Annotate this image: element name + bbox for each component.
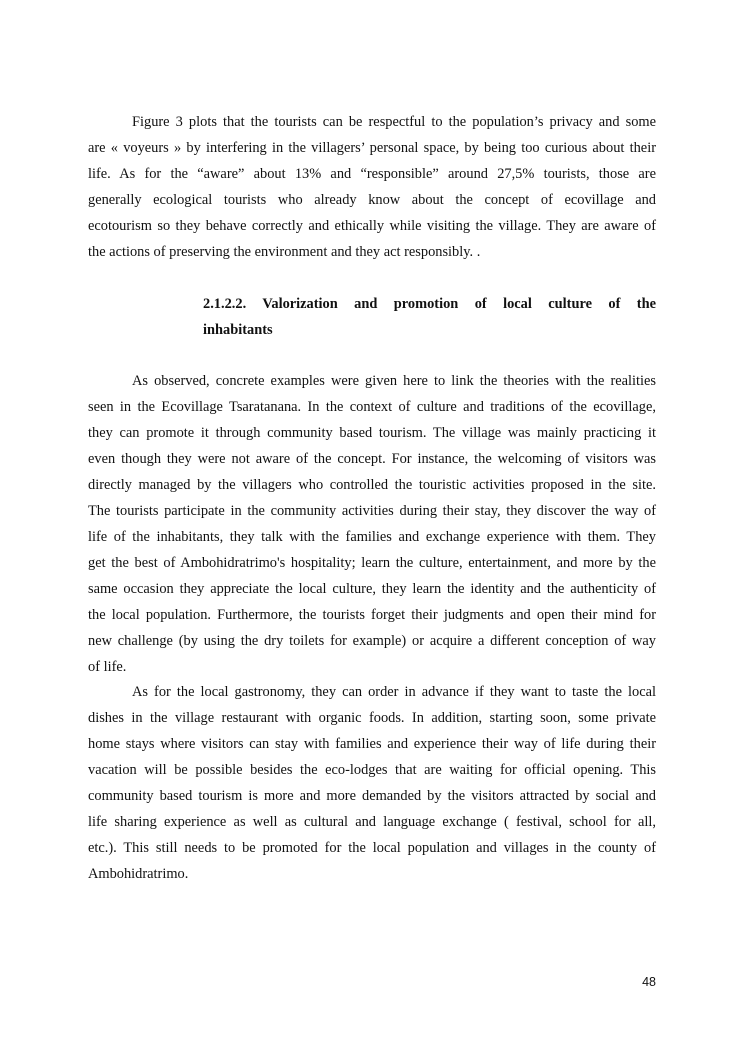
text-line: are « voyeurs » by interfering in the villagers’ personal space, by being too curious about their [88, 140, 656, 156]
text-line: of life. [88, 659, 127, 675]
text-line: home stays where visitors can stay with families and experience their way of life during their [88, 736, 656, 752]
text-line: life. As for the “aware” about 13% and “responsible” around 27,5% tourists, those are [88, 166, 656, 182]
text-line: Figure 3 plots that the tourists can be respectful to the population’s privacy and some [132, 114, 656, 130]
text-line: generally ecological tourists who already know about the concept of ecovillage and [88, 192, 656, 208]
text-line: they can promote it through community based tourism. The village was mainly practicing it [88, 425, 656, 441]
text-line: ecotourism so they behave correctly and ethically while visiting the village. They are aware of [88, 218, 656, 234]
text-line: get the best of Ambohidratrimo's hospitality; learn the culture, entertainment, and more by the [88, 555, 656, 571]
text-line: community based tourism is more and more demanded by the visitors attracted by social and [88, 788, 656, 804]
text-line: As observed, concrete examples were given here to link the theories with the realities [132, 373, 656, 389]
text-line: etc.). This still needs to be promoted for the local population and villages in the county of [88, 840, 656, 856]
heading-line: inhabitants [203, 322, 273, 338]
text-line: life of the inhabitants, they talk with the families and exchange experience with them. They [88, 529, 656, 545]
paragraph-figure-3 [88, 109, 656, 265]
text-line: dishes in the village restaurant with organic foods. In addition, starting soon, some private [88, 710, 656, 726]
text-line: same occasion they appreciate the local culture, they learn the identity and the authenticity of [88, 581, 656, 597]
text-line: the actions of preserving the environment and they act responsibly. . [88, 244, 481, 260]
heading-line: 2.1.2.2. Valorization and promotion of local culture of the [203, 296, 656, 312]
text-line: life sharing experience as well as cultural and language exchange ( festival, school for all, [88, 814, 656, 830]
text-line: The tourists participate in the community activities during their stay, they discover the way of [88, 503, 656, 519]
text-line: the local population. Furthermore, the tourists forget their judgments and open their mind for [88, 607, 656, 623]
text-line: As for the local gastronomy, they can order in advance if they want to taste the local [132, 684, 656, 700]
paragraph-gastronomy [88, 679, 656, 887]
text-line: Ambohidratrimo. [88, 866, 189, 882]
text-line: seen in the Ecovillage Tsaratanana. In the context of culture and traditions of the ecovillage, [88, 399, 656, 415]
page-number: 48 [642, 975, 656, 989]
paragraph-community-tourism [88, 368, 656, 680]
text-line: new challenge (by using the dry toilets for example) or acquire a different conception of way [88, 633, 656, 649]
text-line: even though they were not aware of the concept. For instance, the welcoming of visitors was [88, 451, 656, 467]
section-heading [203, 291, 656, 343]
text-line: vacation will be possible besides the eco-lodges that are waiting for official opening. This [88, 762, 656, 778]
text-line: directly managed by the villagers who controlled the touristic activities proposed in the site. [88, 477, 656, 493]
